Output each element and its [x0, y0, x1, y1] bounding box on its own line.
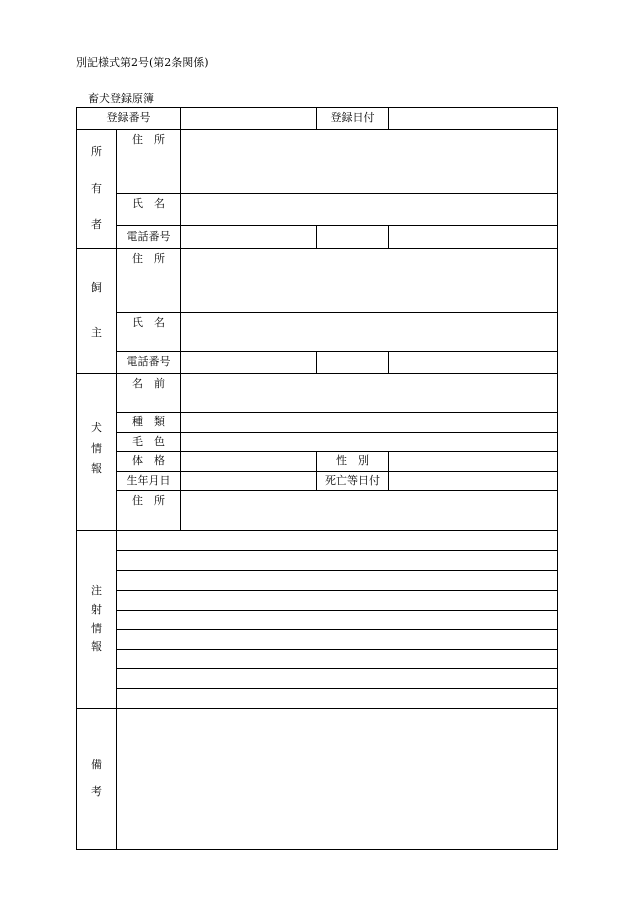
dog-build-field[interactable] — [181, 452, 317, 472]
owner-address-label: 住 所 — [117, 130, 181, 194]
dog-name-label: 名 前 — [117, 374, 181, 413]
dog-birth-field[interactable] — [181, 472, 317, 491]
keeper-phone-field[interactable] — [181, 352, 317, 374]
owner-phone-field[interactable] — [181, 226, 317, 249]
form-reference: 別記様式第2号(第2条関係) — [76, 56, 209, 69]
registration-number-field[interactable] — [181, 108, 317, 130]
owner-group-char-3: 者 — [91, 218, 102, 232]
owner-address-field[interactable] — [181, 130, 558, 194]
registration-number-label: 登録番号 — [77, 108, 181, 130]
owner-phone-extra-1[interactable] — [317, 226, 389, 249]
dog-sex-label: 性 別 — [317, 452, 389, 472]
injection-row — [77, 611, 558, 630]
keeper-address-row — [77, 249, 558, 313]
dog-coat-field[interactable] — [181, 433, 558, 452]
dog-coat-row — [77, 433, 558, 452]
registration-row — [77, 108, 558, 130]
injection-group-char-2: 射 — [91, 602, 102, 616]
owner-group-char-1: 所 — [91, 145, 102, 159]
injection-cell — [117, 650, 558, 669]
dog-address-field[interactable] — [181, 491, 558, 531]
dog-birth-row — [77, 472, 558, 491]
remarks-row — [77, 709, 558, 850]
keeper-address-field[interactable] — [181, 249, 558, 313]
injection-row — [77, 591, 558, 611]
owner-phone-extra-2[interactable] — [389, 226, 558, 249]
owner-phone-row — [77, 226, 558, 249]
dog-group-char-3: 報 — [91, 462, 102, 476]
owner-phone-label: 電話番号 — [117, 226, 181, 249]
remarks-field[interactable] — [117, 709, 558, 850]
injection-cell — [117, 531, 558, 551]
injection-group-char-1: 注 — [91, 584, 102, 598]
injection-cell — [117, 611, 558, 630]
registration-date-field[interactable] — [389, 108, 558, 130]
dog-build-row — [77, 452, 558, 472]
injection-cell — [117, 591, 558, 611]
remarks-group-char-1: 備 — [91, 758, 102, 772]
injection-row — [77, 630, 558, 650]
injection-row — [77, 669, 558, 689]
keeper-group-char-2: 主 — [91, 326, 102, 339]
dog-coat-label: 毛 色 — [117, 433, 181, 452]
dog-breed-field[interactable] — [181, 413, 558, 433]
dog-birth-label: 生年月日 — [117, 472, 181, 491]
remarks-group-label — [77, 709, 117, 850]
dog-breed-label: 種 類 — [117, 413, 181, 433]
dog-group-char-1: 犬 — [91, 421, 102, 435]
keeper-phone-extra-2[interactable] — [389, 352, 558, 374]
keeper-name-field[interactable] — [181, 313, 558, 352]
keeper-name-row — [77, 313, 558, 352]
owner-group-char-2: 有 — [91, 181, 102, 195]
injection-cell — [117, 630, 558, 650]
injection-cell — [117, 689, 558, 709]
injection-row — [77, 689, 558, 709]
dog-death-date-field[interactable] — [389, 472, 558, 491]
injection-cell — [117, 571, 558, 591]
keeper-group-label — [77, 249, 117, 374]
injection-group-label — [77, 531, 117, 709]
keeper-group-char-1: 飼 — [91, 281, 102, 295]
registration-date-label: 登録日付 — [317, 108, 389, 130]
injection-cell — [117, 669, 558, 689]
dog-group-label — [77, 374, 117, 531]
keeper-phone-label: 電話番号 — [117, 352, 181, 374]
remarks-group-char-2: 考 — [91, 785, 102, 798]
keeper-phone-row — [77, 352, 558, 374]
dog-address-label: 住 所 — [117, 491, 181, 531]
dog-sex-field[interactable] — [389, 452, 558, 472]
form-title: 畜犬登録原簿 — [88, 92, 154, 105]
injection-group-char-3: 情 — [91, 621, 102, 635]
registration-table — [76, 107, 558, 850]
injection-row — [77, 531, 558, 551]
injection-group-char-4: 報 — [91, 640, 102, 654]
keeper-name-label: 氏 名 — [117, 313, 181, 352]
dog-address-row — [77, 491, 558, 531]
dog-name-row — [77, 374, 558, 413]
injection-row — [77, 551, 558, 571]
dog-breed-row — [77, 413, 558, 433]
keeper-phone-extra-1[interactable] — [317, 352, 389, 374]
dog-name-field[interactable] — [181, 374, 558, 413]
dog-build-label: 体 格 — [117, 452, 181, 472]
injection-row — [77, 571, 558, 591]
injection-row — [77, 650, 558, 669]
dog-group-char-2: 情 — [91, 441, 102, 455]
dog-death-date-label: 死亡等日付 — [317, 472, 389, 491]
owner-name-row — [77, 194, 558, 226]
injection-cell — [117, 551, 558, 571]
owner-address-row — [77, 130, 558, 194]
owner-group-label — [77, 130, 117, 249]
owner-name-label: 氏 名 — [117, 194, 181, 226]
keeper-address-label: 住 所 — [117, 249, 181, 313]
owner-name-field[interactable] — [181, 194, 558, 226]
